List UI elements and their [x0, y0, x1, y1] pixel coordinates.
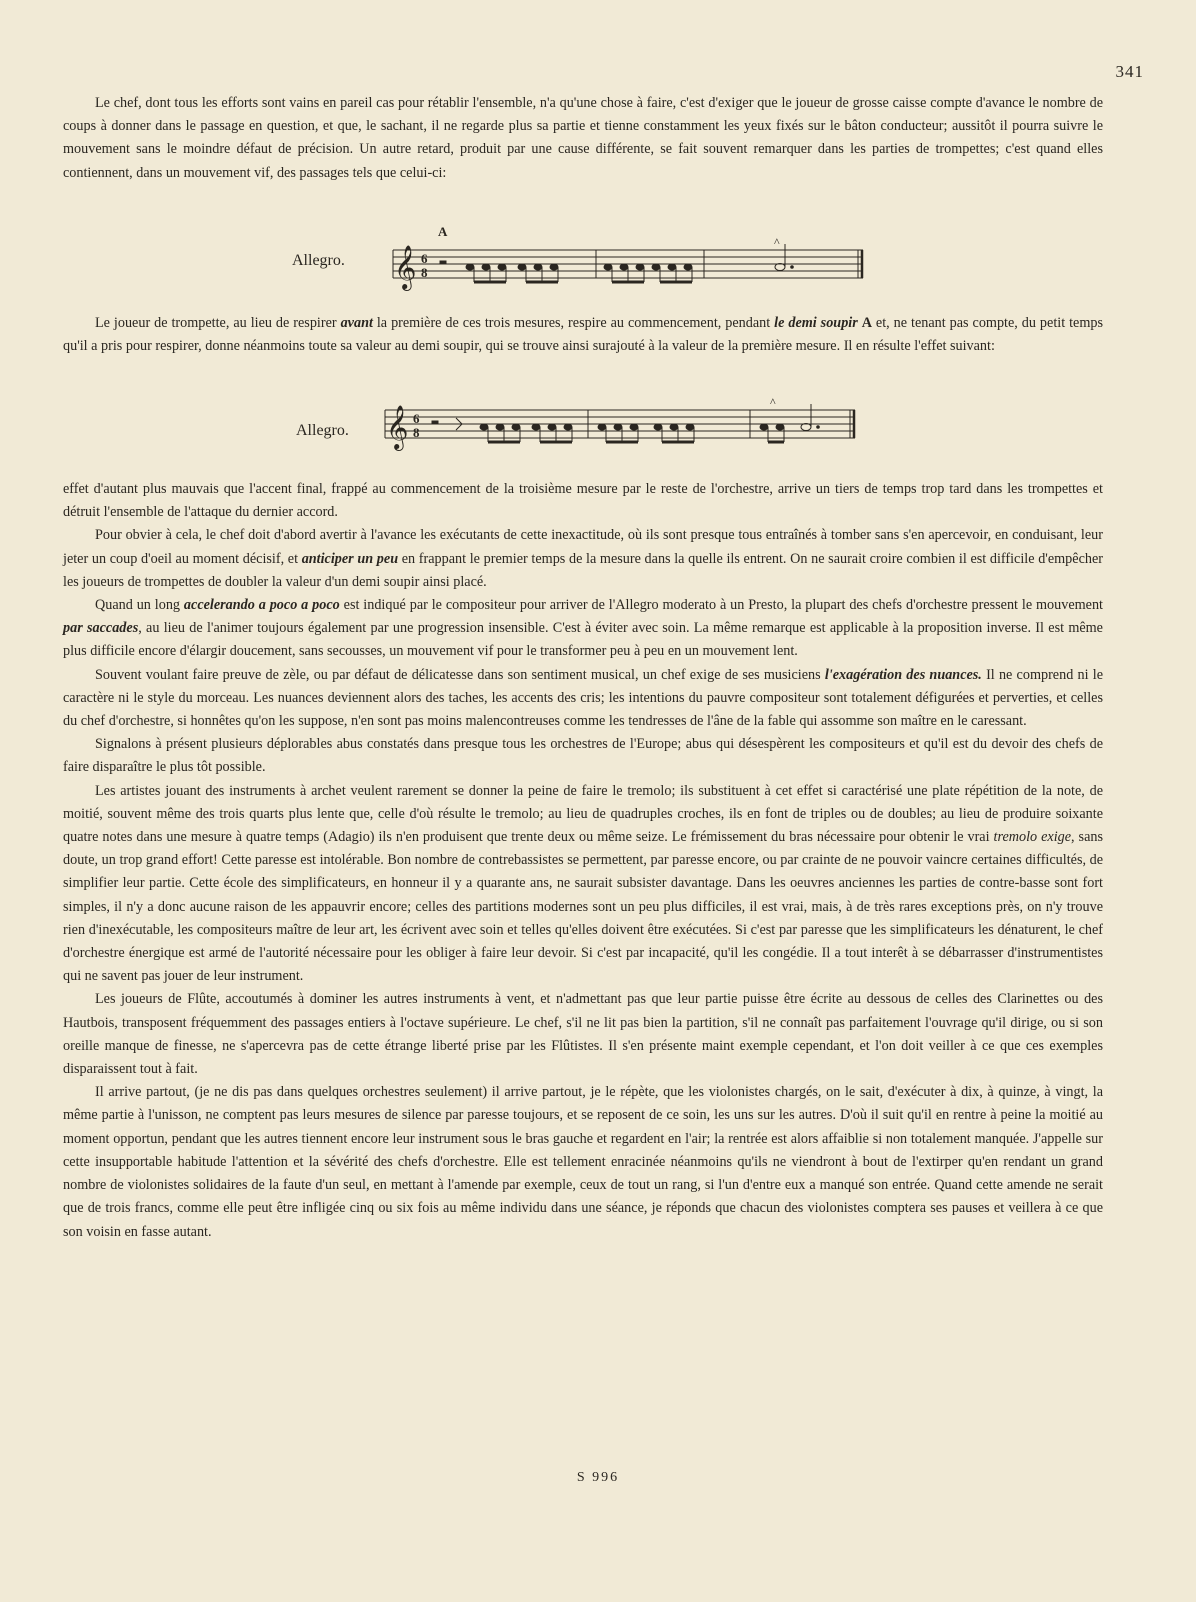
paragraph: Il arrive partout, (je ne dis pas dans quelques orchestres seulement) il arrive partout, je le répète, que les violonistes chargés, on le sait, d'exécuter à dix, à quinze, à vingt, la même partie à l'unisson, ne comptent pas leurs mesures de silence par paresse toujours, et se reposent de ce soin, les uns sur les autres. D'où il suit qu'il en rentre à peine la moitié au moment opportun, pendant que les autres tiennent encore leur instrument sous le bras gauche et regardent en l'air; la rentrée est alors affaiblie si non totalement manquée. J'appelle sur cette insupportable habitude l'attention et la sévérité des chefs d'orchestre. Elle est tellement enracinée néanmoins qu'ils ne viendront à bout de l'extirper qu'en rendant un grand nombre de violonistes solidaires de la faute d'un seul, en mettant à l'amende par exemple, ceux de tout un rang, si l'un d'entre eux a manqué son entrée. Quand cette amende ne serait que de trois francs, comme elle peut être infligée cinq ou six fois au même individu dans une séance, je réponds que chacun des violonistes comptera ses pauses et veillera à ce que son voisin en fasse autant. [63, 1084, 1103, 1240]
tempo-label: Allegro. [296, 422, 349, 439]
paragraph: Souvent voulant faire preuve de zèle, ou par défaut de délicatesse dans son sentiment musical, un chef exige de ses musiciens l'exagération des nuances. Il ne comprend ni le caractère ni le style du morceau. Les nuances deviennent alors des taches, les accents des cris; les intentions du pauvre compositeur sont totalement défigurées et perverties, et celles du chef d'orchestre, si honnêtes qu'on les suppose, n'en sont pas moins malencontreuses comme les tendresses de l'âne de la fable qui assomme son maître en le caressant. [63, 666, 1103, 730]
text-block-2 [63, 312, 1103, 358]
paragraph: Le joueur de trompette, au lieu de respirer avant la première de ces trois mesures, respire au commencement, pendant le demi soupir A et, ne tenant pas compte, du petit temps qu'il a pris pour respirer, donne néanmoins toute sa valeur au demi soupir, qui se trouve ainsi surajouté à la valeur de la première mesure. Il en résulte l'effet suivant: [63, 315, 1104, 355]
accent-mark: ^ [774, 235, 780, 249]
staff-2 [380, 394, 860, 460]
paragraph: effet d'autant plus mauvais que l'accent final, frappé au commencement de la troisième mesure par le reste de l'orchestre, arrive un tiers de temps trop tard dans les trompettes et détruit l'ensemble de l'attaque du dernier accord. [63, 481, 1103, 521]
paragraph: Pour obvier à cela, le chef doit d'abord avertir à l'avance les exécutants de cette inexactitude, où ils sont presque tous entraînés à tomber sans s'en apercevoir, en conduisant, leur jeter un coup d'oeil au moment décisif, et anticiper un peu en frappant le premier temps de la mesure dans la quelle ils entrent. On ne saurait croire combien il est difficile d'empêcher les joueurs de trompettes de doubler la valeur d'un demi soupir ainsi placé. [63, 527, 1103, 590]
marker-label: A [438, 224, 448, 239]
text-block-intro [63, 92, 1103, 185]
svg-text:𝄞: 𝄞 [386, 405, 409, 449]
paragraph: Les joueurs de Flûte, accoutumés à dominer les autres instruments à vent, et n'admettant pas que leur partie puisse être écrite au dessous de celles des Clarinettes ou des Hautbois, transposent fréquemment des passages entiers à l'octave supérieure. Le chef, s'il ne lit pas bien la partition, s'il ne connaît pas parfaitement l'ouvrage qu'il dirige, ou si son oreille manque de finesse, ne s'apercevra pas de cette étrange liberté prise par les Flûtistes. Il s'en présente maint exemple cependant, et l'on doit veiller à ce que ces exemples disparaissent tout à fait. [63, 991, 1103, 1078]
page-number: 341 [1115, 62, 1144, 81]
accent-mark: ^ [770, 395, 776, 409]
time-top: 6 [421, 251, 428, 266]
music-example-2 [0, 395, 1196, 482]
text-block-3 [63, 478, 1103, 1244]
staff-1 [388, 234, 868, 300]
paragraph: Les artistes jouant des instruments à archet veulent rarement se donner la peine de faire le tremolo; ils substituent à cet effet si caractérisé une plate répétition de la note, de moitié, souvent même des trois quarts plus lente que, celle d'où résulte le tremolo; au lieu de quadruples croches, ils en font de triples ou de doubles; au lieu de produire soixante quatre notes dans une mesure à quatre temps (Adagio) ils n'en produisent que trente deux ou même seize. Le frémissement du bras nécessaire pour obtenir le vrai tremolo exige, sans doute, un trop grand effort! Cette paresse est intolérable. Bon nombre de contrebassistes se permettent, par paresse encore, ou par crainte de ne pouvoir vaincre certaines difficultés, de simplifier leur partie. Cette école des simplificateurs, en honneur il y a quarante ans, ne saurait subsister davantage. Dans les oeuvres anciennes les parties de contre-basse sont fort simples, il n'y a donc aucune raison de les appauvrir encore; celles des partitions modernes sont un peu plus difficiles, il est vrai, mais, à de très rares exceptions près, on n'y trouve rien d'inexécutable, les compositeurs maître de leur art, les écrivent avec soin et telles qu'elles doivent être exécutées. Si c'est par paresse que les simplificateurs les dénaturent, le chef d'orchestre énergique est armé de l'autorité nécessaire pour les obliger à faire leur devoir. Si c'est par incapacité, qu'il les congédie. Il a tout interêt à se débarrasser d'instrumentistes qui ne savent pas jouer de leur instrument. [63, 782, 1103, 985]
paragraph: Le chef, dont tous les efforts sont vains en pareil cas pour rétablir l'ensemble, n'a qu'une chose à faire, c'est d'exiger que le joueur de grosse caisse compte d'avance le nombre de coups à donner dans le passage en question, et que, le sachant, il ne regarde plus sa partie et tienne constamment les yeux fixés sur le bâton conducteur; aussitôt il pourra suivre le mouvement sans le moindre défaut de précision. Un autre retard, produit par une cause différente, se fait souvent remarquer dans les parties de trompettes; c'est quand elles contiennent, dans un mouvement vif, des passages tels que celui-ci: [63, 95, 1103, 181]
time-bottom: 8 [413, 425, 420, 440]
svg-text:𝄞: 𝄞 [394, 245, 417, 289]
footer-signature: S 996 [576, 1470, 620, 1485]
time-top: 6 [413, 411, 420, 426]
paragraph: Quand un long accelerando a poco a poco est indiqué par le compositeur pour arriver de l'Allegro moderato à un Presto, la plupart des chefs d'orchestre pressent le mouvement par saccades, au lieu de l'animer toujours également par une progression insensible. C'est à éviter avec soin. La même remarque est applicable à la proposition inverse. Il est même plus difficile encore d'élargir doucement, sans secousses, un mouvement vif pour le transformer peu à peu en un mouvement lent. [63, 597, 1103, 660]
tempo-label: Allegro. [292, 252, 345, 269]
time-bottom: 8 [421, 265, 428, 280]
music-example-1 [0, 222, 1196, 302]
paragraph: Signalons à présent plusieurs déplorables abus constatés dans presque tous les orchestres de l'Europe; abus qui désespèrent les compositeurs et qu'il est du devoir des chefs de faire disparaître le plus tôt possible. [63, 736, 1103, 776]
